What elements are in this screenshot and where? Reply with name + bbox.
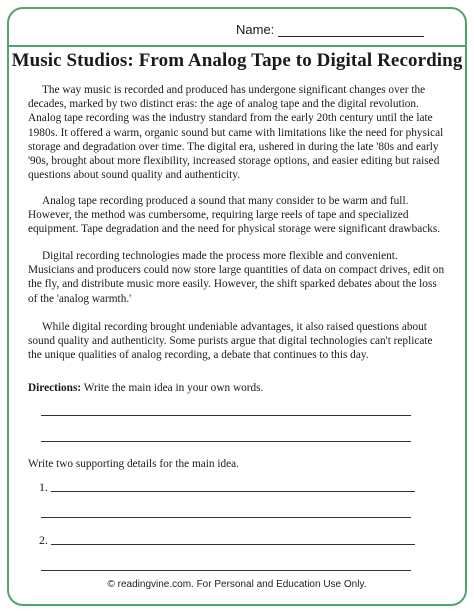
name-label: Name: xyxy=(236,22,275,37)
directions-label: Directions: xyxy=(28,382,82,394)
copyright-footer: © readingvine.com. For Personal and Education Use Only. xyxy=(107,579,367,590)
directions-text: Write the main idea in your own words. xyxy=(81,382,264,394)
details-prompt: Write two supporting details for the main idea. xyxy=(28,458,239,470)
detail-number-1: 1. xyxy=(39,480,48,494)
paragraph-4: While digital recording brought undeniable advantages, it also raised questions about sound quality and authenticity. Some purists argue that digital technologies can't replicate the unique qualities of analog recording, a debate that continues to this day. xyxy=(28,321,433,362)
directions xyxy=(28,382,263,394)
name-field[interactable] xyxy=(236,22,436,37)
paragraph-1: The way music is recorded and produced has undergone significant changes over the decades, marked by two distinct eras: the age of analog tape and the digital revolution. Analog tape recording was the industry standard from the early 20th century until the late 1980s. It offered a warm, organic sound but came with limitations like the need for physical storage and degradation over time. The digital era, ushered in during the late '80s and early '90s, brought about more flexibility, increased storage options, and easier editing but raised questions about sound quality and authenticity. xyxy=(28,84,444,182)
detail-line-1a[interactable] xyxy=(51,491,415,492)
detail-line-1b[interactable] xyxy=(41,516,411,518)
answer-line-2[interactable] xyxy=(41,440,411,442)
worksheet-title: Music Studios: From Analog Tape to Digital Recording xyxy=(11,50,463,71)
detail-line-2a[interactable] xyxy=(51,544,415,545)
name-blank-line[interactable] xyxy=(278,24,424,37)
detail-number-2: 2. xyxy=(39,533,48,547)
detail-item-2[interactable] xyxy=(39,533,48,548)
header-divider xyxy=(9,45,465,47)
paragraph-3: Digital recording technologies made the process more flexible and convenient. Musicians and producers could now store large quantities of data on compact drives, edit on the fly, and distribute music more easily. However, the shift sparked debates about the loss of the 'analog warmth.' xyxy=(28,250,445,305)
detail-item-1[interactable] xyxy=(39,480,48,495)
answer-line-1[interactable] xyxy=(41,414,411,416)
paragraph-2: Analog tape recording produced a sound that many consider to be warm and full. However, the method was cumbersome, requiring large reels of tape and specialized equipment. Tape degradation and the need for physical storage were significant drawbacks. xyxy=(28,195,441,236)
detail-line-2b[interactable] xyxy=(41,569,411,571)
